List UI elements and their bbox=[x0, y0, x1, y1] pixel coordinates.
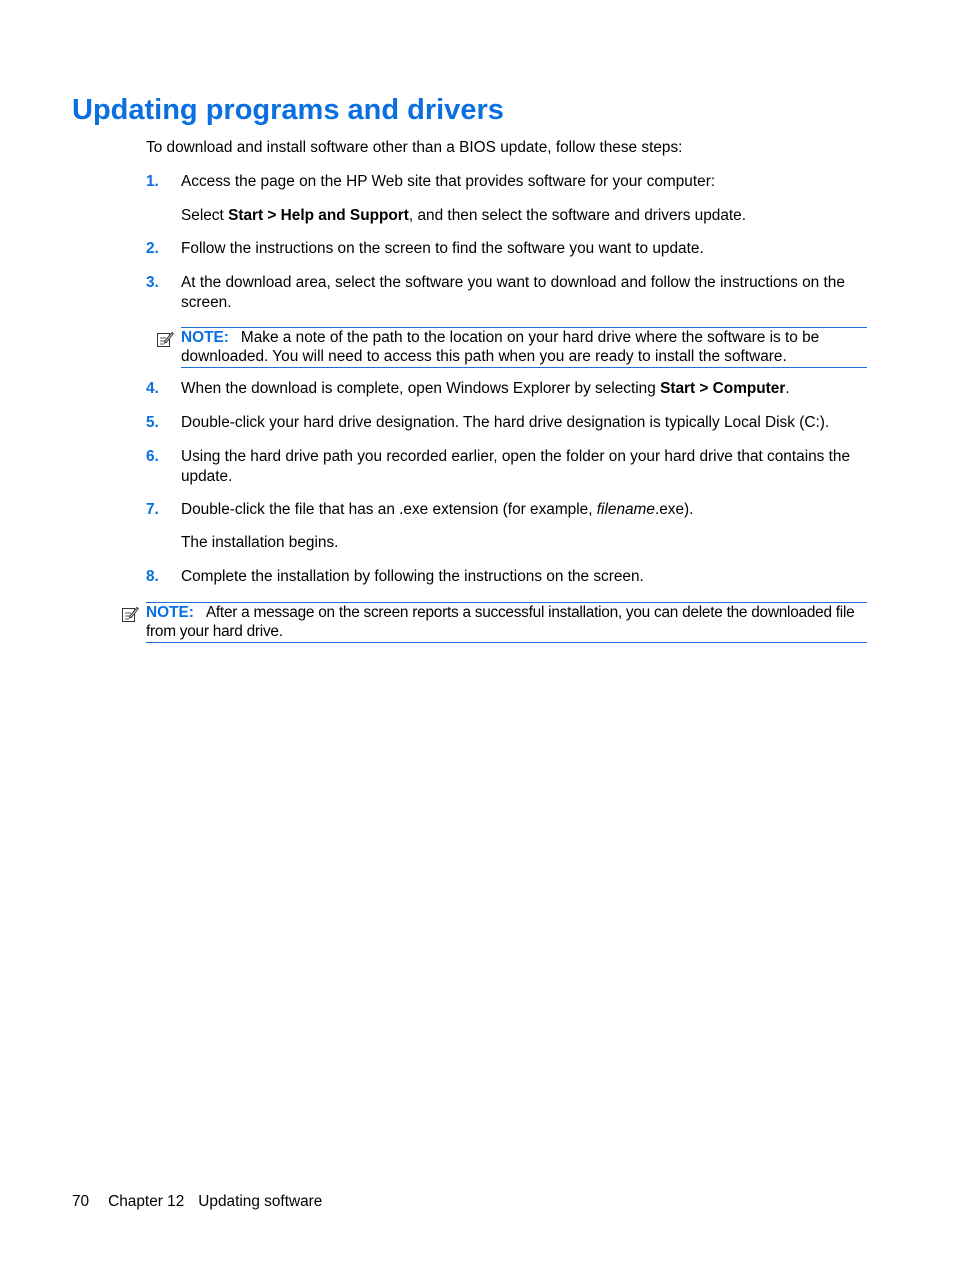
step-number: 6. bbox=[146, 448, 159, 465]
chapter-title: Updating software bbox=[198, 1193, 323, 1210]
step-text: Double-click your hard drive designation. The hard drive designation is typically Local Disk (C:). bbox=[181, 414, 830, 431]
step-text: Double-click the file that has an .exe extension (for example, filename.exe). bbox=[181, 501, 694, 518]
step-number: 4. bbox=[146, 380, 159, 397]
intro-paragraph: To download and install software other than a BIOS update, follow these steps: bbox=[146, 139, 683, 156]
step-text: When the download is complete, open Windows Explorer by selecting Start > Computer. bbox=[181, 380, 790, 397]
note-label: NOTE: bbox=[181, 329, 229, 346]
page-title: Updating programs and drivers bbox=[72, 94, 504, 126]
filename-placeholder: filename bbox=[596, 501, 655, 518]
step-text: Using the hard drive path you recorded earlier, open the folder on your hard drive that contains the update. bbox=[181, 448, 851, 485]
step-7-sub: The installation begins. bbox=[181, 534, 339, 551]
step-1-sub: Select Start > Help and Support, and then select the software and drivers update. bbox=[181, 207, 747, 224]
step-number: 3. bbox=[146, 274, 159, 291]
note-pencil-icon bbox=[121, 605, 139, 623]
note-text: After a message on the screen reports a successful installation, you can delete the downloaded file from your hard drive. bbox=[146, 604, 855, 640]
menu-path: Start > Computer bbox=[660, 380, 786, 397]
step-number: 5. bbox=[146, 414, 159, 431]
chapter-label: Chapter 12 bbox=[108, 1193, 185, 1210]
note-pencil-icon bbox=[156, 330, 174, 348]
step-text: At the download area, select the software you want to download and follow the instructions on the screen. bbox=[181, 274, 845, 311]
step-text: Access the page on the HP Web site that provides software for your computer: bbox=[181, 173, 716, 190]
step-number: 1. bbox=[146, 173, 159, 190]
page-footer bbox=[72, 1192, 322, 1212]
page-number: 70 bbox=[72, 1193, 90, 1210]
menu-path: Start > Help and Support bbox=[228, 207, 409, 224]
step-text: Complete the installation by following the instructions on the screen. bbox=[181, 568, 644, 585]
step-number: 2. bbox=[146, 240, 159, 257]
note-text: Make a note of the path to the location on your hard drive where the software is to be downloaded. You will need to access this path when you are ready to install the software. bbox=[181, 329, 820, 365]
step-number: 7. bbox=[146, 501, 159, 518]
step-number: 8. bbox=[146, 568, 159, 585]
step-text: Follow the instructions on the screen to find the software you want to update. bbox=[181, 240, 704, 257]
note-label: NOTE: bbox=[146, 604, 194, 621]
